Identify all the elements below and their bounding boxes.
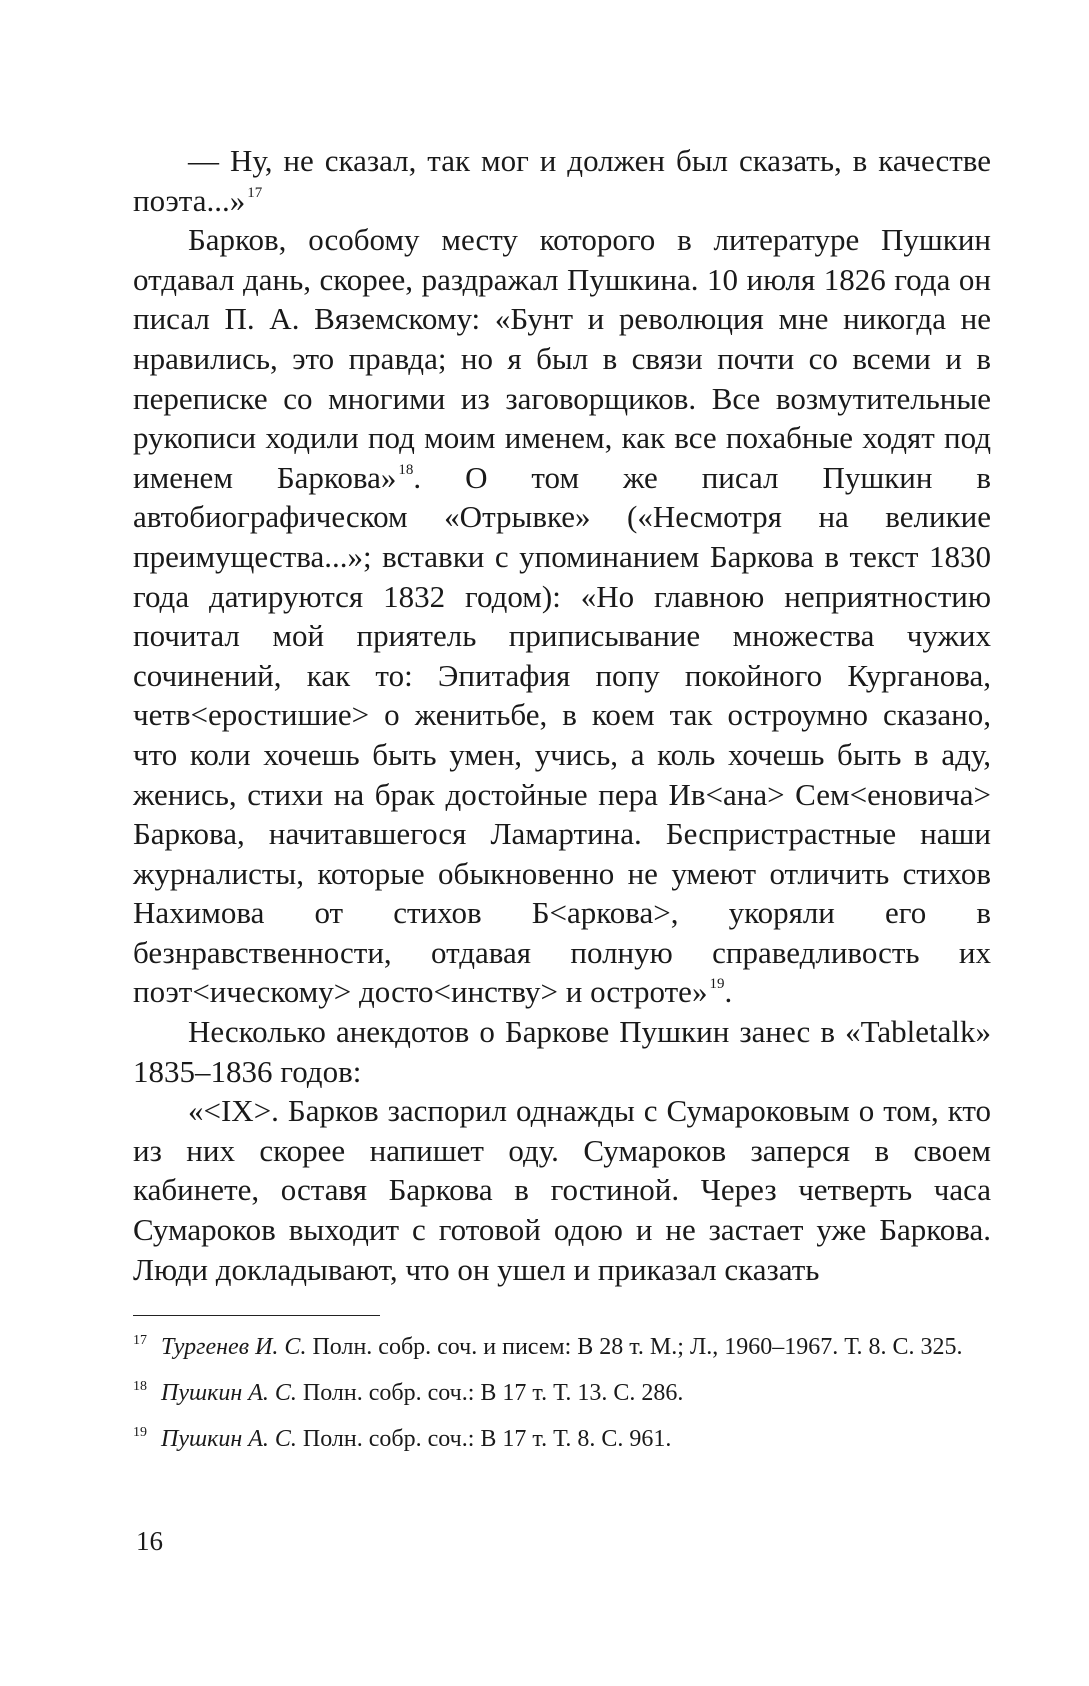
main-text xyxy=(133,141,991,1289)
paragraph-text: — Ну, не сказал, так мог и должен был сказать, в качестве поэта...» xyxy=(133,143,991,218)
paragraph-text: Несколько анекдотов о Баркове Пушкин занес в «Tabletalk» 1835–1836 годов: xyxy=(133,1014,991,1089)
footnote-author: Пушкин А. С. xyxy=(161,1426,297,1452)
footnotes xyxy=(133,1330,991,1468)
footnote-number: 19 xyxy=(133,1425,147,1440)
footnote-text: Полн. собр. соч.: В 17 т. Т. 13. С. 286. xyxy=(296,1380,684,1406)
page-number: 16 xyxy=(136,1526,163,1556)
footnote-author: Пушкин А. С. xyxy=(161,1380,297,1406)
footnote xyxy=(133,1376,991,1410)
footnote-author: Тургенев И. С. xyxy=(161,1334,307,1360)
paragraph xyxy=(133,1012,991,1091)
paragraph-text: . О том же писал Пушкин в автобиографическом «Отрывке» («Несмотря на великие преимущества...»; вставки с упоминанием Баркова в текст 1830 года датируются 1832 годом): «Но главною неприятностию почитал мой приятель приписывание множества чужих сочинений, как то: Эпитафия попу покойного Курганова, четв<еростишие> о женитьбе, в коем так остроумно сказано, что коли хочешь быть умен, учись, а коль хочешь быть в аду, женись, стихи на брак достойные пера Ив<ана> Сем<еновича> Баркова, начитавшегося Ламартина. Беспристрастные наши журналисты, которые обыкновенно не умеют отличить стихов Нахимова от стихов Б<аркова>, укоряли его в безнравственности, отдавая полную справедливость их поэт<ическому> досто<инству> и остроте» xyxy=(133,459,992,1010)
paragraph-text: . xyxy=(724,974,733,1010)
footnote xyxy=(133,1422,991,1456)
footnote-ref: 17 xyxy=(247,184,263,201)
footnote-divider xyxy=(133,1315,380,1316)
paragraph-text: Барков, особому месту которого в литературе Пушкин отдавал дань, скорее, раздражал Пушкина. 10 июля 1826 года он писал П. А. Вяземскому: «Бунт и революция мне никогда не нравились, это правда; но я был в связи почти со всеми и в переписке со многими из заговорщиков. Все возмутительные рукописи ходили под моим именем, как все похабные ходят под именем Баркова» xyxy=(133,222,991,495)
paragraph xyxy=(133,141,991,220)
footnote-text: Полн. собр. соч. и писем: В 28 т. М.; Л., 1960–1967. Т. 8. С. 325. xyxy=(306,1334,963,1360)
footnote-number: 17 xyxy=(133,1333,147,1348)
footnote-ref: 18 xyxy=(398,461,414,478)
paragraph xyxy=(133,220,991,1012)
footnote xyxy=(133,1330,991,1364)
footnote-number: 18 xyxy=(133,1379,147,1394)
paragraph xyxy=(133,1091,991,1289)
footnote-text: Полн. собр. соч.: В 17 т. Т. 8. С. 961. xyxy=(296,1426,672,1452)
paragraph-text: «<IX>. Барков заспорил однажды с Сумароковым о том, кто из них скорее напишет оду. Сумароков заперся в своем кабинете, оставя Баркова в гостиной. Через четверть часа Сумароков выходит с готовой одою и не застает уже Баркова. Люди докладывают, что он ушел и приказал сказать xyxy=(133,1093,991,1287)
footnote-ref: 19 xyxy=(709,976,725,993)
